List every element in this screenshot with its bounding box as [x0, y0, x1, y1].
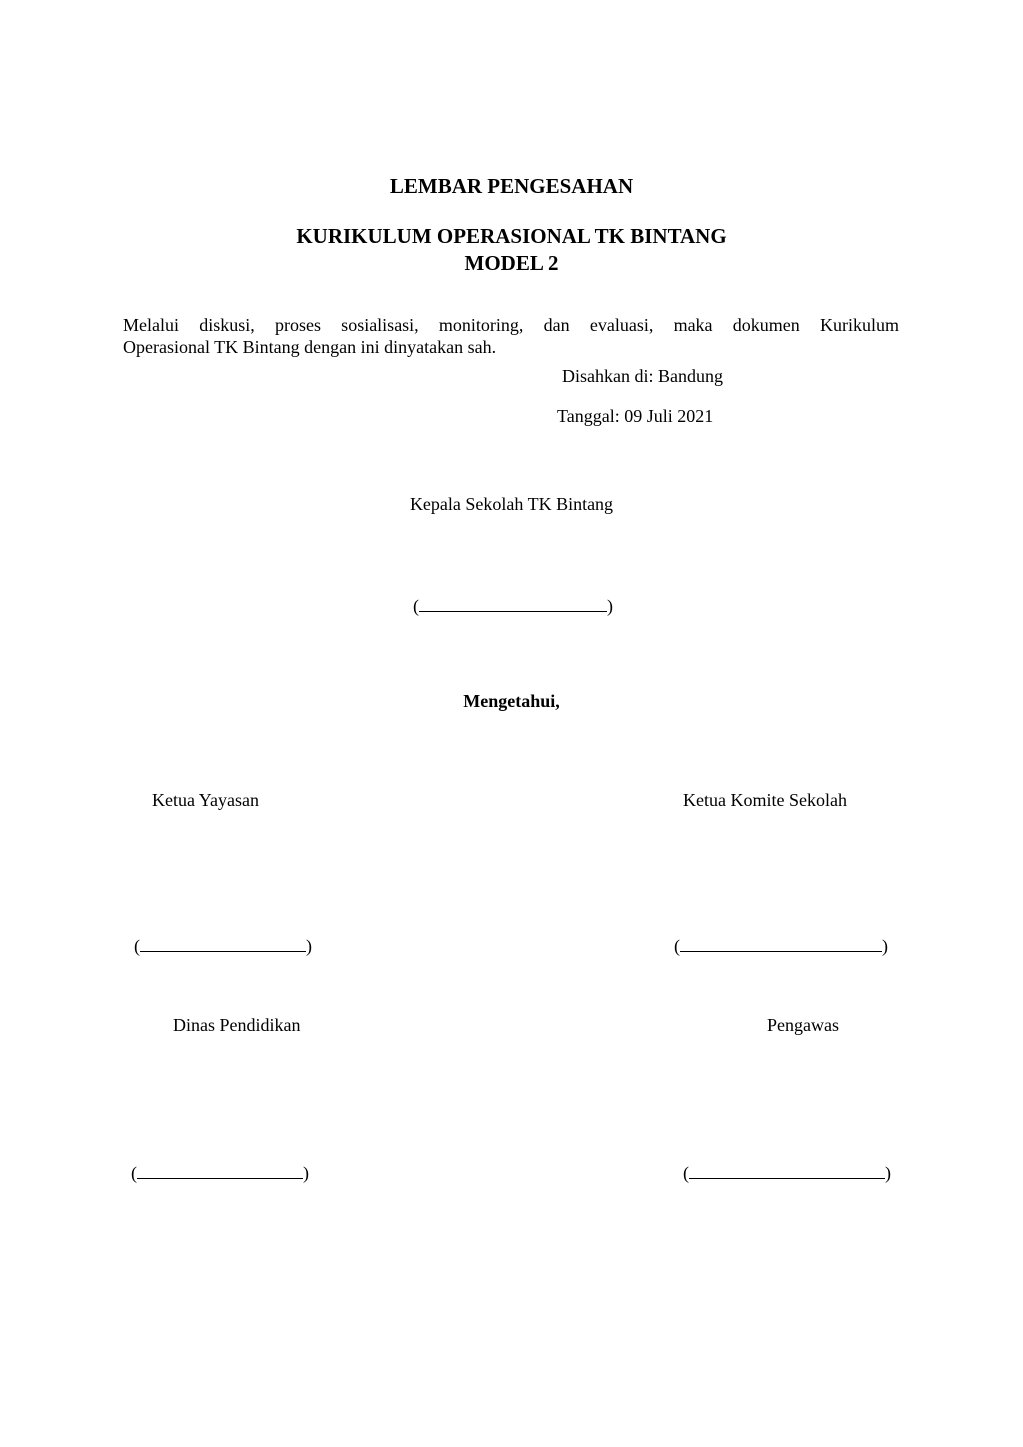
- education-office-title: Dinas Pendidikan: [173, 1015, 301, 1035]
- approval-date: Tanggal: 09 Juli 2021: [557, 406, 714, 426]
- document-title: LEMBAR PENGESAHAN: [389, 174, 634, 198]
- paren-close: ): [885, 1163, 891, 1183]
- signature-underline: [419, 593, 607, 612]
- committee-chair-title: Ketua Komite Sekolah: [683, 790, 847, 810]
- paragraph-line-1: Melalui diskusi, proses sosialisasi, monitoring, dan evaluasi, maka dokumen Kurikulum: [123, 315, 899, 335]
- acknowledged-label: Mengetahui,: [463, 691, 560, 711]
- committee-chair-signature-line: [674, 933, 888, 957]
- education-office-signature-line: [131, 1160, 309, 1184]
- paren-open: (: [131, 1163, 137, 1183]
- supervisor-signature-line: [683, 1160, 891, 1184]
- document-subtitle-line1: KURIKULUM OPERASIONAL TK BINTANG: [296, 224, 727, 248]
- foundation-chair-title: Ketua Yayasan: [152, 790, 259, 810]
- paren-close: ): [303, 1163, 309, 1183]
- document-subtitle-line2: MODEL 2: [464, 251, 559, 275]
- foundation-chair-signature-line: [134, 933, 312, 957]
- principal-title: Kepala Sekolah TK Bintang: [409, 494, 614, 514]
- approval-paragraph: [123, 314, 899, 358]
- paren-close: ): [607, 596, 613, 616]
- paren-open: (: [683, 1163, 689, 1183]
- signature-underline: [140, 933, 306, 952]
- paragraph-line-2: Operasional TK Bintang dengan ini dinyatakan sah.: [123, 337, 497, 357]
- signature-underline: [137, 1160, 303, 1179]
- paren-close: ): [882, 936, 888, 956]
- paren-open: (: [413, 596, 419, 616]
- approval-place: Disahkan di: Bandung: [562, 366, 723, 386]
- paren-open: (: [674, 936, 680, 956]
- signature-underline: [689, 1160, 885, 1179]
- supervisor-title: Pengawas: [767, 1015, 839, 1035]
- principal-signature-line: [413, 593, 613, 617]
- signature-underline: [680, 933, 882, 952]
- paren-close: ): [306, 936, 312, 956]
- paren-open: (: [134, 936, 140, 956]
